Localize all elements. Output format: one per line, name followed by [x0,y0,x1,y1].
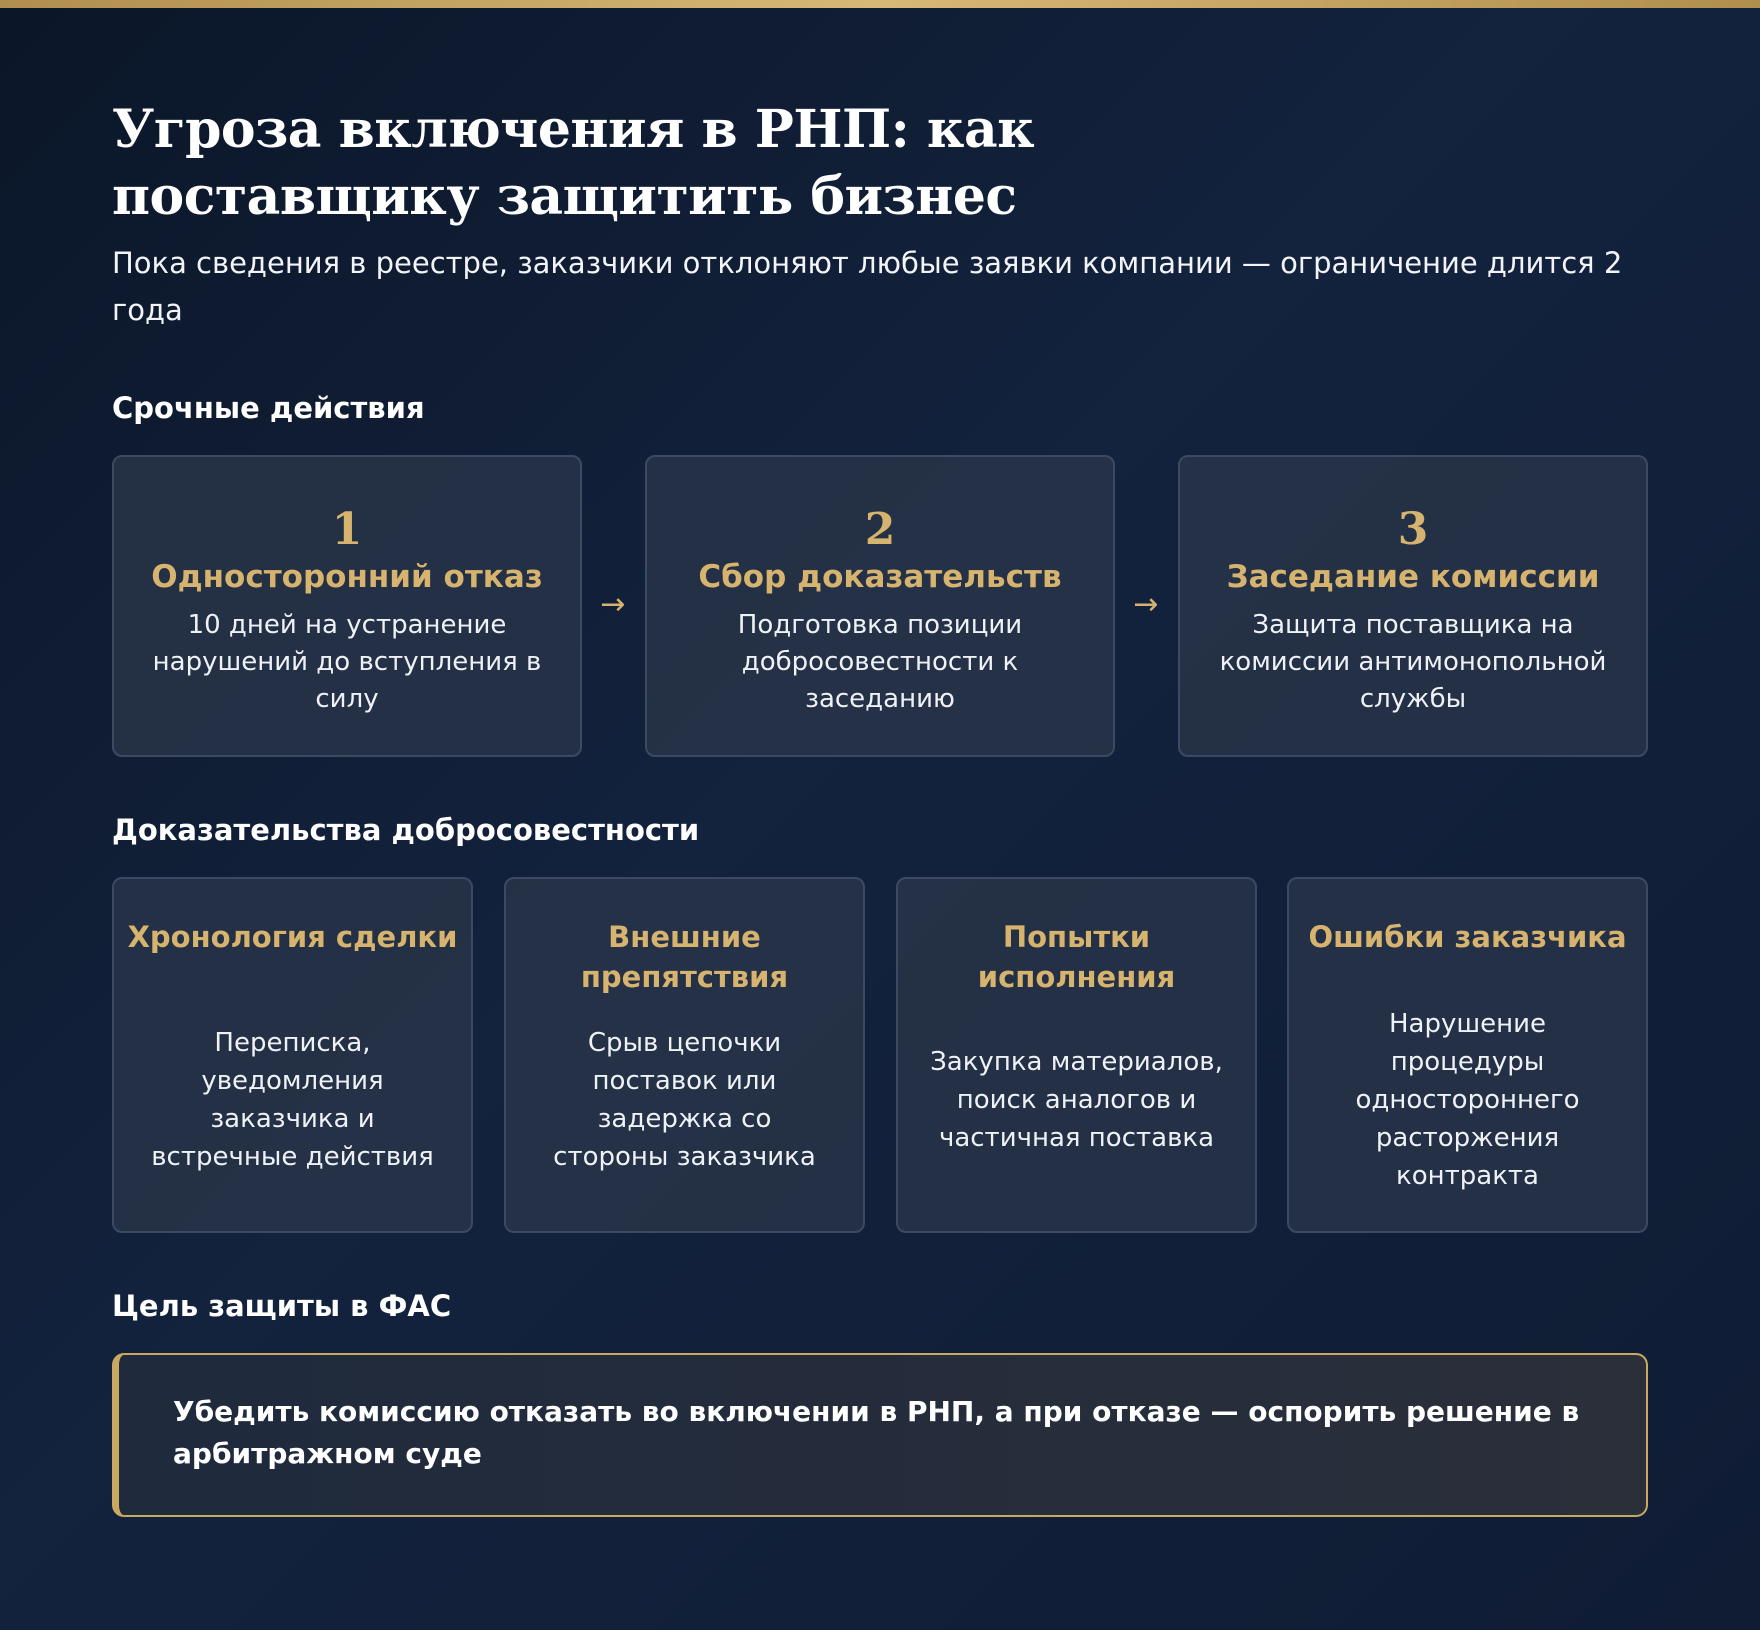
arrow-right-icon: → [1133,587,1159,622]
step-card-2 [645,455,1115,757]
step-description: 10 дней на устранение нарушений до вступления в силу [152,610,542,714]
evidence-title: Хронология сделки [127,920,458,954]
section-heading-goal: Цель защиты в ФАС [112,1289,452,1323]
evidence-title: Ошибки заказчика [1308,920,1627,954]
goal-callout [112,1353,1648,1517]
step-description: Защита поставщика на комиссии антимонопольной службы [1219,610,1607,714]
page-title: Угроза включения в РНП: как поставщику защитить бизнес [112,99,1035,227]
step-title: Заседание комиссии [1226,559,1600,595]
evidence-title: Попытки исполнения [977,920,1176,994]
evidence-card-customer-errors [1287,877,1648,1233]
step-number: 1 [331,504,363,555]
step-number: 2 [864,504,896,555]
evidence-card-external [504,877,865,1233]
evidence-title: Внешние препятствия [580,920,789,994]
section-heading-urgent: Срочные действия [112,391,425,425]
evidence-card-chronology [112,877,473,1233]
goal-text: Убедить комиссию отказать во включении в РНП, а при отказе — оспорить решение в арбитражном суде [173,1395,1580,1470]
step-description: Подготовка позиции добросовестности к заседанию [737,610,1023,714]
step-title: Сбор доказательств [698,559,1062,595]
top-accent-bar [0,0,1760,8]
evidence-description: Нарушение процедуры одностороннего расторжения контракта [1355,1009,1580,1191]
evidence-card-attempts [896,877,1257,1233]
section-heading-evidence: Доказательства добросовестности [112,813,700,847]
step-title: Односторонний отказ [151,559,543,595]
evidence-description: Закупка материалов, поиск аналогов и частичная поставка [930,1047,1223,1153]
evidence-description: Срыв цепочки поставок или задержка со стороны заказчика [553,1028,816,1172]
step-number: 3 [1397,504,1429,555]
step-card-1 [112,455,582,757]
evidence-description: Переписка, уведомления заказчика и встречные действия [151,1028,434,1172]
step-card-3 [1178,455,1648,757]
page-subtitle: Пока сведения в реестре, заказчики отклоняют любые заявки компании — ограничение длится 2 года [112,246,1623,327]
main-content [112,96,1648,1470]
evidence-cards [112,877,1648,1233]
urgent-steps [112,455,1648,757]
arrow-right-icon: → [600,587,626,622]
